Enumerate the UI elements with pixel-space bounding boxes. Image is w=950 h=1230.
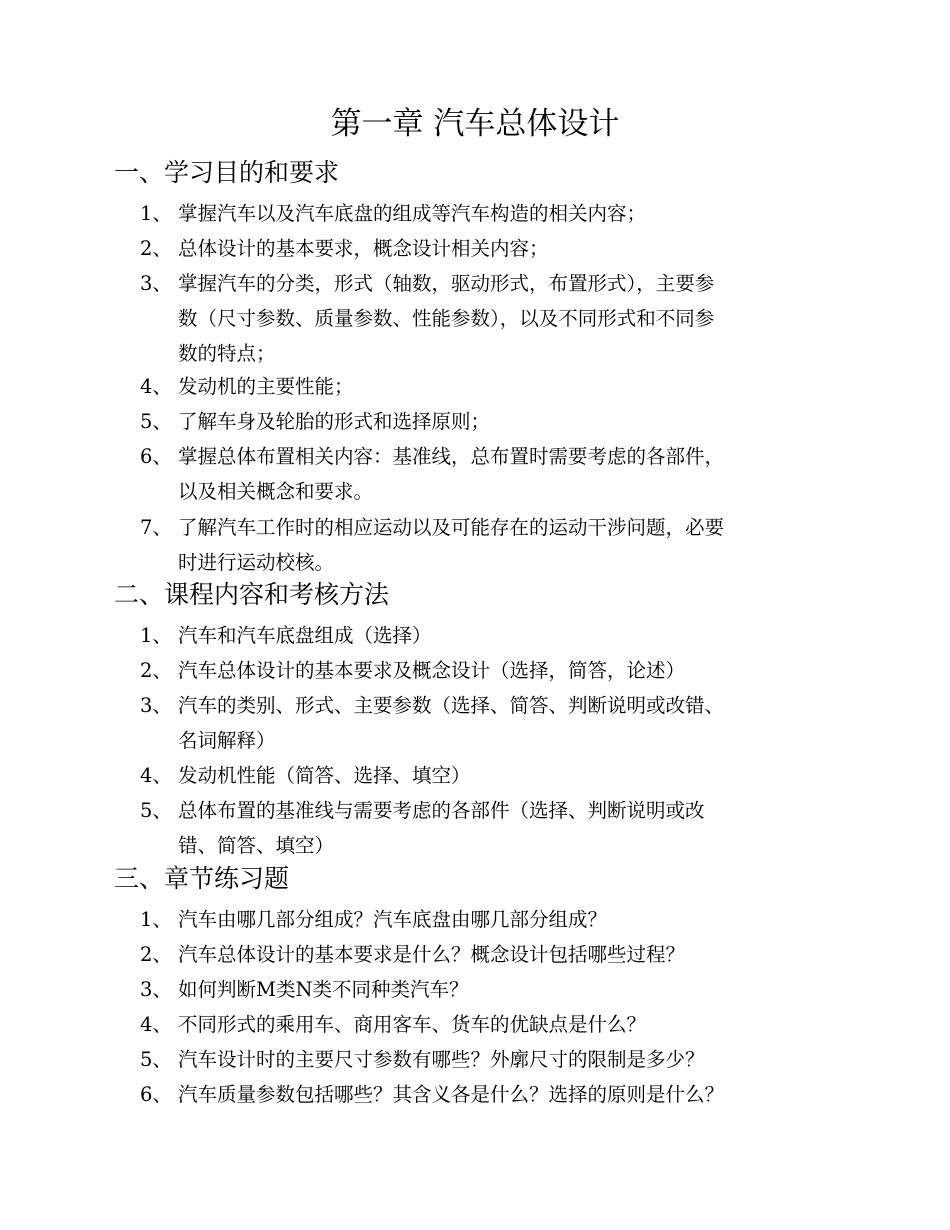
list-item	[140, 439, 850, 509]
item-number: 2、	[140, 659, 172, 682]
item-number: 6、	[140, 1083, 172, 1106]
item-text: 发动机的主要性能；	[178, 375, 354, 398]
item-text: 掌握总体布置相关内容：基准线，总布置时需要考虑的各部件，	[178, 445, 725, 468]
item-number: 5、	[140, 410, 172, 433]
item-number: 2、	[140, 943, 172, 966]
list-item	[140, 937, 850, 972]
item-text: 汽车的类别、形式、主要参数（选择、简答、判断说明或改错、	[178, 694, 725, 717]
item-text: 以及相关概念和要求。	[178, 480, 374, 503]
list-item	[140, 653, 850, 688]
item-number: 1、	[140, 624, 172, 647]
item-text: 数（尺寸参数、质量参数、性能参数），以及不同形式和不同参	[178, 307, 715, 330]
list-item	[140, 404, 850, 439]
section-heading-learning-goals: 一、学习目的和要求	[114, 158, 340, 187]
chapter-title: 第一章 汽车总体设计	[330, 106, 620, 142]
item-text: 如何判断M类N类不同种类汽车？	[178, 978, 469, 1001]
section-heading-course-content: 二、课程内容和考核方法	[114, 580, 390, 609]
list-item	[140, 972, 850, 1007]
list-item	[140, 1007, 850, 1042]
item-text: 名词解释）	[178, 729, 276, 752]
item-number: 4、	[140, 375, 172, 398]
list-item	[140, 1077, 850, 1112]
item-text: 错、简答、填空）	[178, 834, 335, 857]
item-number: 7、	[140, 516, 172, 539]
item-number: 2、	[140, 237, 172, 260]
list-item	[140, 231, 850, 266]
list-item	[140, 618, 850, 653]
list-item	[140, 758, 850, 793]
item-text: 不同形式的乘用车、商用客车、货车的优缺点是什么？	[178, 1013, 647, 1036]
item-text: 汽车由哪几部分组成？汽车底盘由哪几部分组成？	[178, 908, 608, 931]
item-text: 总体布置的基准线与需要考虑的各部件（选择、判断说明或改	[178, 799, 705, 822]
item-text: 发动机性能（简答、选择、填空）	[178, 764, 471, 787]
item-number: 4、	[140, 1013, 172, 1036]
list-item	[140, 369, 850, 404]
item-number: 1、	[140, 202, 172, 225]
item-number: 6、	[140, 445, 172, 468]
item-text: 掌握汽车的分类，形式（轴数，驱动形式，布置形式），主要参	[178, 272, 715, 295]
item-number: 3、	[140, 272, 172, 295]
item-text: 汽车设计时的主要尺寸参数有哪些？外廓尺寸的限制是多少？	[178, 1048, 705, 1071]
item-number: 4、	[140, 764, 172, 787]
item-text: 汽车总体设计的基本要求及概念设计（选择，简答，论述）	[178, 659, 686, 682]
list-item	[140, 793, 850, 863]
item-text: 时进行运动校核。	[178, 551, 335, 574]
list-item	[140, 688, 850, 758]
item-text: 了解汽车工作时的相应运动以及可能存在的运动干涉问题，必要	[178, 516, 725, 539]
item-text: 了解车身及轮胎的形式和选择原则；	[178, 410, 491, 433]
item-number: 3、	[140, 978, 172, 1001]
list-item	[140, 266, 850, 371]
list-item	[140, 902, 850, 937]
item-number: 5、	[140, 799, 172, 822]
item-number: 3、	[140, 694, 172, 717]
item-number: 1、	[140, 908, 172, 931]
item-text: 掌握汽车以及汽车底盘的组成等汽车构造的相关内容；	[178, 202, 647, 225]
item-text: 汽车和汽车底盘组成（选择）	[178, 624, 432, 647]
item-number: 5、	[140, 1048, 172, 1071]
item-text: 数的特点；	[178, 342, 276, 365]
section-heading-exercises: 三、章节练习题	[114, 864, 290, 893]
item-text: 总体设计的基本要求，概念设计相关内容；	[178, 237, 549, 260]
list-item	[140, 196, 850, 231]
list-item	[140, 1042, 850, 1077]
item-text: 汽车总体设计的基本要求是什么？概念设计包括哪些过程？	[178, 943, 686, 966]
list-item	[140, 510, 850, 580]
item-text: 汽车质量参数包括哪些？其含义各是什么？选择的原则是什么？	[178, 1083, 725, 1106]
